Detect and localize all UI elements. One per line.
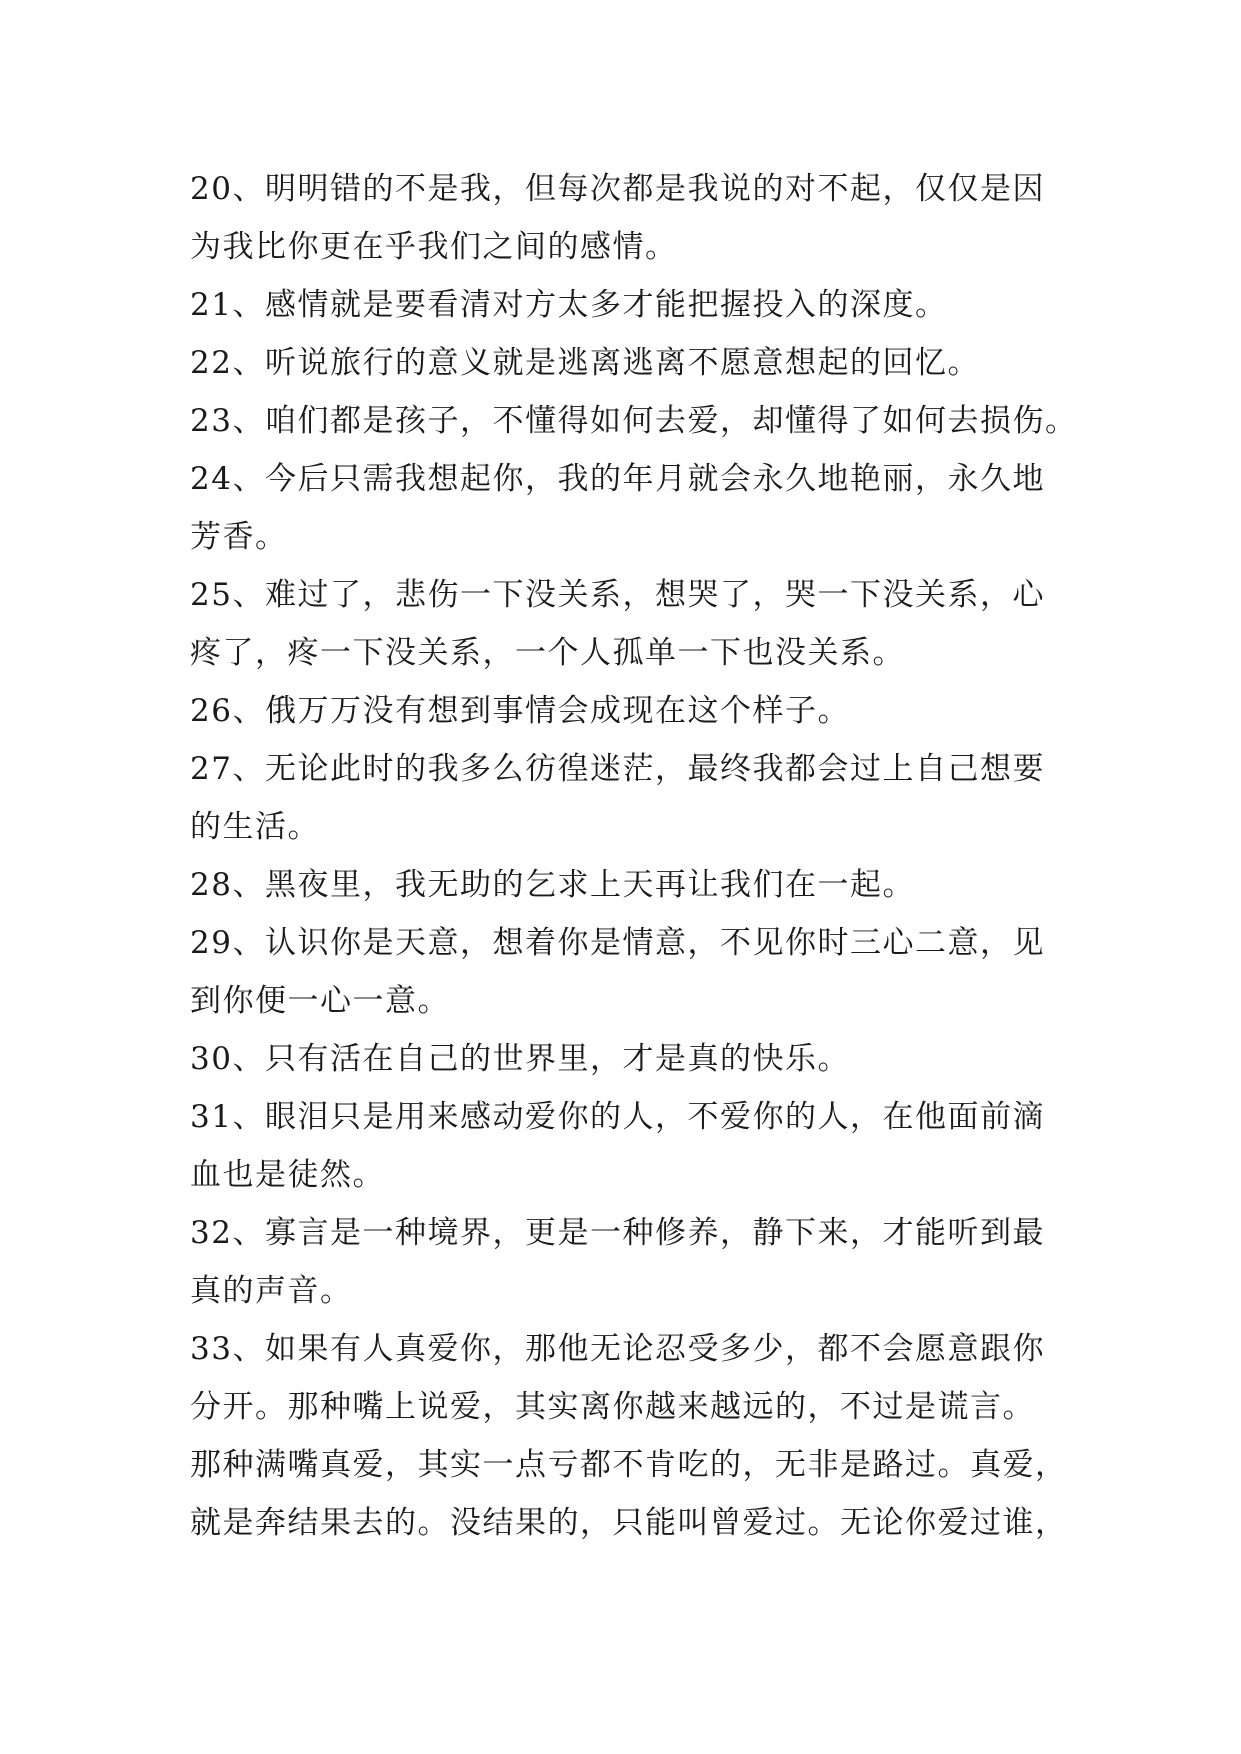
text-line: 33、如果有人真爱你，那他无论忍受多少，都不会愿意跟你: [190, 1331, 1045, 1367]
document-body: [190, 160, 1078, 1552]
text-line: 20、明明错的不是我，但每次都是我说的对不起，仅仅是因: [190, 171, 1045, 207]
text-line: 31、眼泪只是用来感动爱你的人，不爱你的人，在他面前滴: [190, 1099, 1045, 1135]
text-line: 29、认识你是天意，想着你是情意，不见你时三心二意，见: [190, 925, 1045, 961]
text-line: 24、今后只需我想起你，我的年月就会永久地艳丽，永久地: [190, 461, 1045, 497]
text-line: 22、听说旅行的意义就是逃离逃离不愿意想起的回忆。: [190, 345, 980, 381]
text-line: 23、咱们都是孩子，不懂得如何去爱，却懂得了如何去损伤。: [190, 403, 1078, 439]
text-line: 血也是徒然。: [190, 1157, 385, 1193]
text-line: 疼了，疼一下没关系，一个人孤单一下也没关系。: [190, 635, 905, 671]
text-line: 为我比你更在乎我们之间的感情。: [190, 229, 678, 265]
text-line: 26、俄万万没有想到事情会成现在这个样子。: [190, 693, 850, 729]
text-line: 就是奔结果去的。没结果的，只能叫曾爱过。无论你爱过谁，: [190, 1505, 1068, 1541]
text-line: 真的声音。: [190, 1273, 353, 1309]
text-line: 30、只有活在自己的世界里，才是真的快乐。: [190, 1041, 850, 1077]
text-line: 32、寡言是一种境界，更是一种修养，静下来，才能听到最: [190, 1215, 1045, 1251]
text-line: 的生活。: [190, 809, 320, 845]
text-line: 分开。那种嘴上说爱，其实离你越来越远的，不过是谎言。: [190, 1389, 1035, 1425]
text-line: 28、黑夜里，我无助的乞求上天再让我们在一起。: [190, 867, 915, 903]
text-line: 芳香。: [190, 519, 288, 555]
text-line: 21、感情就是要看清对方太多才能把握投入的深度。: [190, 287, 948, 323]
text-line: 25、难过了，悲伤一下没关系，想哭了，哭一下没关系，心: [190, 577, 1045, 613]
text-line: 到你便一心一意。: [190, 983, 450, 1019]
text-line: 那种满嘴真爱，其实一点亏都不肯吃的，无非是路过。真爱，: [190, 1447, 1068, 1483]
text-line: 27、无论此时的我多么彷徨迷茫，最终我都会过上自己想要: [190, 751, 1045, 787]
